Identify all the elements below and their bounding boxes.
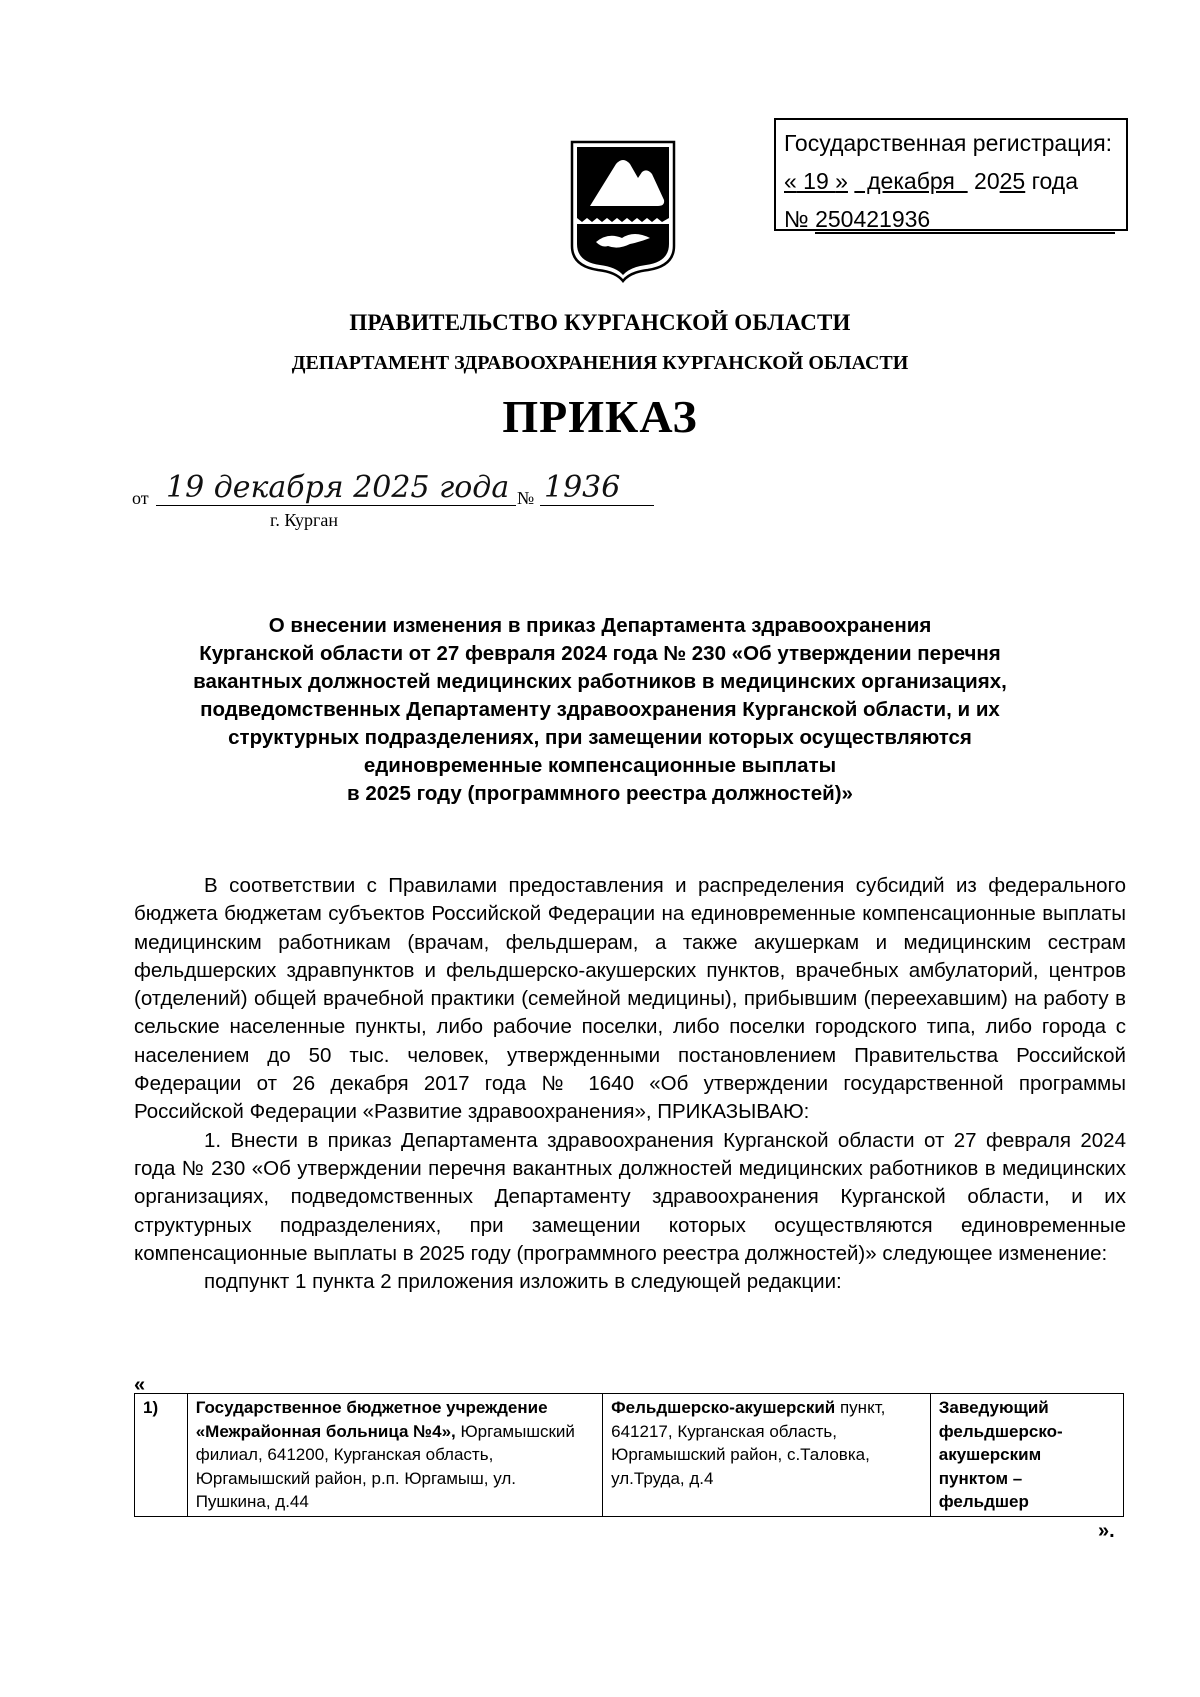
from-label: от <box>132 488 149 508</box>
registration-title: Государственная регистрация: <box>784 130 1113 156</box>
order-body <box>134 872 1126 1296</box>
registration-number-value: 250421936 <box>815 206 1115 234</box>
unit-cell <box>603 1394 931 1517</box>
registration-date <box>784 162 1118 200</box>
amendment-table <box>134 1393 1124 1517</box>
registration-year-word: года <box>1031 168 1079 194</box>
registration-box <box>774 118 1128 231</box>
order-date-line <box>132 470 652 530</box>
amendment-intro-paragraph: подпункт 1 пункта 2 приложения изложить в следующей редакции: <box>204 1270 842 1294</box>
institution-address: Юргамышский филиал, 641200, Курганская область, Юргамышский район, р.п. Юргамыш, ул. Пушкина, д.44 <box>195 1421 575 1511</box>
subject-line: единовременные компенсационные выплаты <box>363 754 837 777</box>
institution-cell <box>187 1394 602 1517</box>
subject-line: подведомственных Департаменту здравоохранения Курганской области, и их <box>200 698 1000 721</box>
quote-open: « <box>134 1374 146 1396</box>
order-subject <box>130 612 1070 808</box>
subject-line: в 2025 году (программного реестра должностей)» <box>347 782 853 805</box>
document-type-title: ПРИКАЗ <box>502 391 698 442</box>
handwritten-order-number: 1936 <box>540 470 654 506</box>
row-number-cell: 1) <box>135 1394 188 1517</box>
registration-date-close-quote: » <box>835 168 848 194</box>
registration-year-prefix: 20 <box>974 168 1000 194</box>
registration-number <box>784 200 1118 238</box>
department-header: ДЕПАРТАМЕНТ ЗДРАВООХРАНЕНИЯ КУРГАНСКОЙ ОБЛАСТИ <box>291 352 909 374</box>
unit-name: Фельдшерско-акушерский <box>611 1398 836 1417</box>
subject-line: структурных подразделениях, при замещении которых осуществляются <box>228 726 972 749</box>
table-row <box>135 1394 1124 1517</box>
coat-of-arms-icon <box>568 138 678 283</box>
preamble-paragraph: В соответствии с Правилами предоставления и распределения субсидий из федерального бюджета бюджетам субъектов Российской Федерации на единовременные компенсационные выплаты медицинским работникам (врачам, фельдшерам, а также акушеркам и медицинским сестрам фельдшерских здравпунктов и фельдшерско-акушерских пунктов, врачебных амбулаторий, центров (отделений) общей врачебной практики (семейной медицины), прибывшим (переехавшим) на работу в сельские населенные пункты, либо рабочие поселки, либо поселки городского типа, либо города с населением до 50 тыс. человек, утвержденными постановлением Правительства Российской Федерации от 26 декабря 2017 года № 1640 «Об утверждении государственной программы Российской Федерации «Развитие здравоохранения», ПРИКАЗЫВАЮ: <box>134 874 1126 1124</box>
quote-close: ». <box>1098 1520 1115 1542</box>
subject-line: О внесении изменения в приказ Департамента здравоохранения <box>268 614 932 637</box>
subject-line: вакантных должностей медицинских работников в медицинских организациях, <box>193 670 1007 693</box>
registration-date-day: 19 <box>796 168 836 194</box>
institution-name: Государственное бюджетное учреждение «Межрайонная больница №4», <box>195 1398 548 1441</box>
order-number-label: № <box>517 488 535 508</box>
registration-date-month: декабря <box>854 168 968 194</box>
government-header: ПРАВИТЕЛЬСТВО КУРГАНСКОЙ ОБЛАСТИ <box>349 310 851 335</box>
registration-year-suffix: 25 <box>999 168 1026 194</box>
registration-number-label: № <box>784 206 809 232</box>
unit-address: пункт, 641217, Курганская область, Юргамышский район, с.Таловка, ул.Труда, д.4 <box>611 1398 886 1488</box>
position-cell: Заведующий фельдшерско-акушерским пунктом – фельдшер <box>930 1394 1123 1517</box>
registration-date-open-quote: « <box>784 168 797 194</box>
handwritten-date: 19 декабря 2025 года <box>156 470 516 506</box>
subject-line: Курганской области от 27 февраля 2024 года № 230 «Об утверждении перечня <box>199 642 1001 665</box>
city-label: г. Курган <box>270 510 339 530</box>
clause-1-paragraph: 1. Внести в приказ Департамента здравоохранения Курганской области от 27 февраля 2024 года № 230 «Об утверждении перечня вакантных должностей медицинских работников в медицинских организациях, подведомственных Департаменту здравоохранения Курганской области, и их структурных подразделениях, при замещении которых осуществляются единовременные компенсационные выплаты в 2025 году (программного реестра должностей)» следующее изменение: <box>134 1128 1126 1265</box>
